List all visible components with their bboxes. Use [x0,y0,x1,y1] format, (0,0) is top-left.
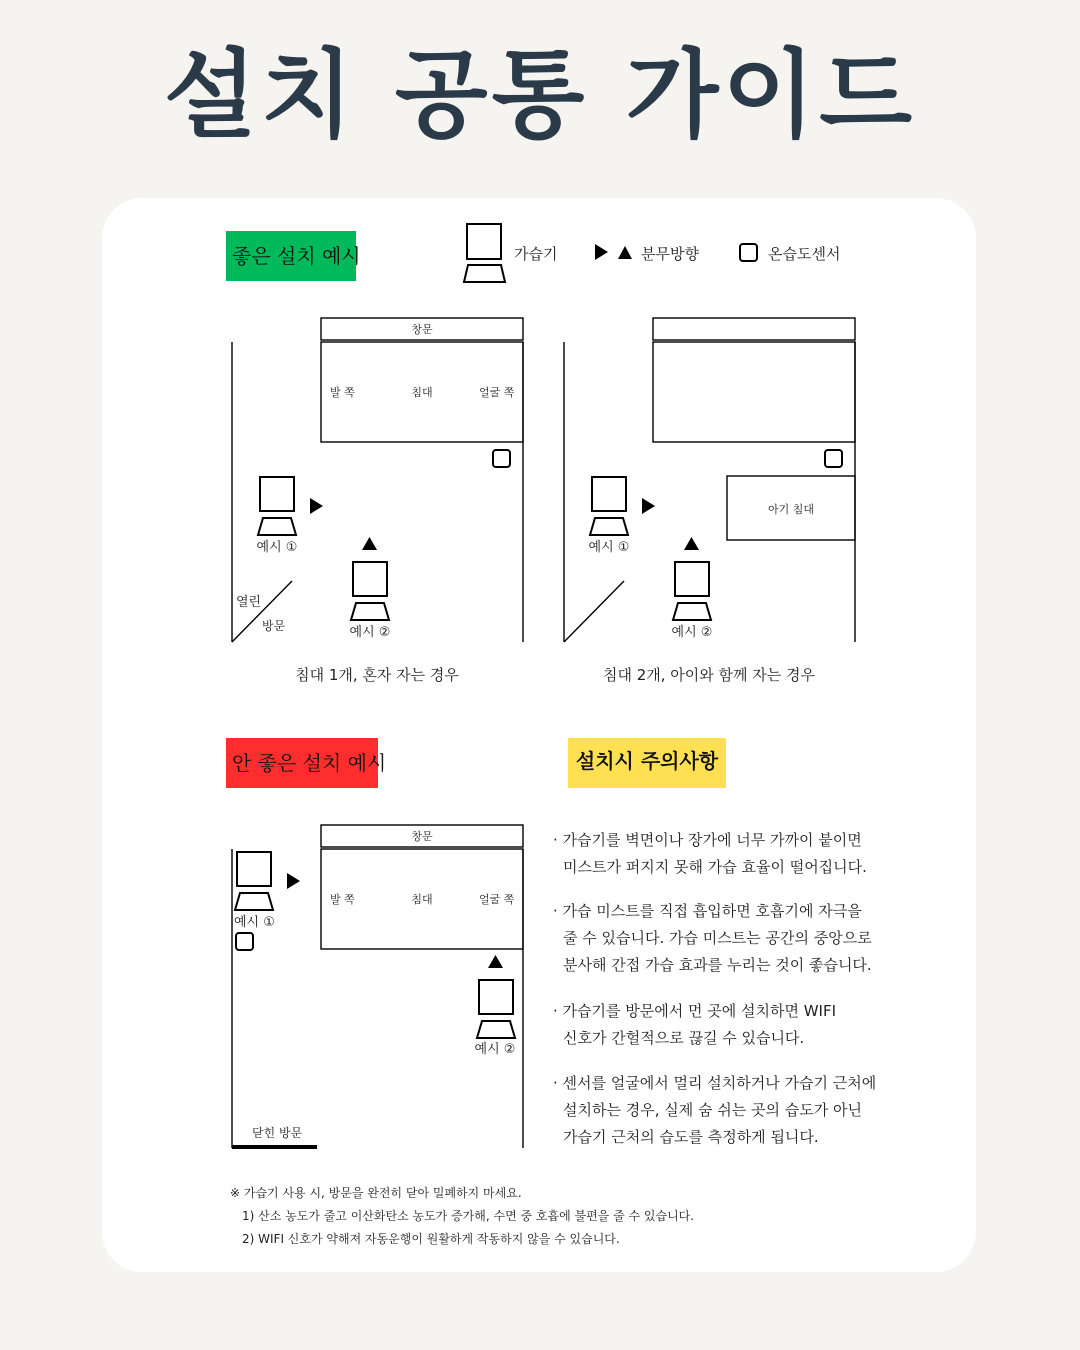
caution-badge: 설치시 주의사항 [568,738,726,788]
bad-door-closed-label: 닫힌 방문 [252,1126,303,1140]
bad-bed-foot-label: 발 쪽 [330,893,355,906]
diagram1-sensor-icon [493,450,510,467]
legend-arrow-up-icon [618,246,632,259]
footnote-2: 2) WIFI 신호가 약해져 자동운행이 원활하게 작동하지 않을 수 있습니다. [242,1232,620,1246]
diagram1-ex2-humidifier-icon [351,562,389,620]
footnote-main: ※ 가습기 사용 시, 방문을 완전히 닫아 밀폐하지 마세요. [230,1186,522,1200]
bad-ex2-humidifier-icon [477,980,515,1038]
diagram2-ex1-label: 예시 ① [588,540,630,555]
legend-arrow-right-icon [595,244,608,260]
caution-item-2: · 가습 미스트를 직접 흡입하면 호흡기에 자극을 줄 수 있습니다. 가습 미스트는 공간의 중앙으로 분사해 간접 가습 효과를 누리는 것이 좋습니다. [553,902,872,974]
caution-item-4: · 센서를 얼굴에서 멀리 설치하거나 가습기 근처에 설치하는 경우, 실제 숨 쉬는 곳의 습도가 아닌 가습기 근처의 습도를 측정하게 됩니다. [553,1074,877,1146]
legend-sensor-label: 온습도센서 [768,245,841,263]
diagram2-spray-up-icon [684,537,699,550]
diagram2-ex2-label: 예시 ② [671,625,713,640]
diagram1-bed-foot-label: 발 쪽 [330,386,355,399]
footnotes [230,1182,694,1251]
diagram1-ex1-humidifier-icon [258,477,296,535]
diagram2-caption: 침대 2개, 아이와 함께 자는 경우 [602,666,816,684]
diagram1-caption: 침대 1개, 혼자 자는 경우 [295,666,459,684]
legend-humidifier-icon [464,224,505,282]
legend-humidifier-label: 가습기 [514,245,558,263]
diagram1-bed-label: 침대 [411,386,433,399]
good-example-badge: 좋은 설치 예시 [226,231,356,281]
bad-bed-face-label: 얼굴 쪽 [479,893,515,906]
diagram2-baby-bed-label: 아기 침대 [767,503,815,516]
caution-item-1: · 가습기를 벽면이나 장가에 너무 가까이 붙이면 미스트가 퍼지지 못해 가습 효율이 떨어집니다. [553,831,867,876]
bad-window-label: 창문 [411,830,433,843]
diagram1-spray-up-icon [362,537,377,550]
bad-example-badge: 안 좋은 설치 예시 [226,738,378,788]
diagram1-spray-right-icon [310,498,323,514]
bad-ex1-label: 예시 ① [234,915,275,930]
diagram2-ex2-humidifier-icon [673,562,711,620]
diagram2-ex1-humidifier-icon [590,477,628,535]
diagram1-door-label: 방문 [262,619,286,633]
diagram2-spray-right-icon [642,498,655,514]
bad-spray-up-icon [488,955,503,968]
bad-sensor-icon [236,933,253,950]
legend-spray-label: 분무방향 [641,245,699,263]
bad-ex1-humidifier-icon [235,852,273,910]
bad-spray-right-icon [287,873,300,889]
legend-sensor-icon [740,244,757,261]
diagram1-ex1-label: 예시 ① [256,540,298,555]
bad-ex2-label: 예시 ② [474,1042,516,1057]
diagram1-bed-face-label: 얼굴 쪽 [479,386,515,399]
diagram2-sensor-icon [825,450,842,467]
caution-item-3: · 가습기를 방문에서 먼 곳에 설치하면 WIFI 신호가 간헐적으로 끊길 수 있습니다. [553,1002,837,1047]
diagram1-door-open-label: 열린 [236,595,262,610]
bad-bed-label: 침대 [411,893,433,906]
diagram1-window-label: 창문 [411,323,433,336]
page-title: 설치 공통 가이드 [164,39,916,151]
footnote-1: 1) 산소 농도가 줄고 이산화탄소 농도가 증가해, 수면 중 호흡에 불편을 줄 수 있습니다. [242,1209,695,1223]
diagram1-ex2-label: 예시 ② [349,625,391,640]
